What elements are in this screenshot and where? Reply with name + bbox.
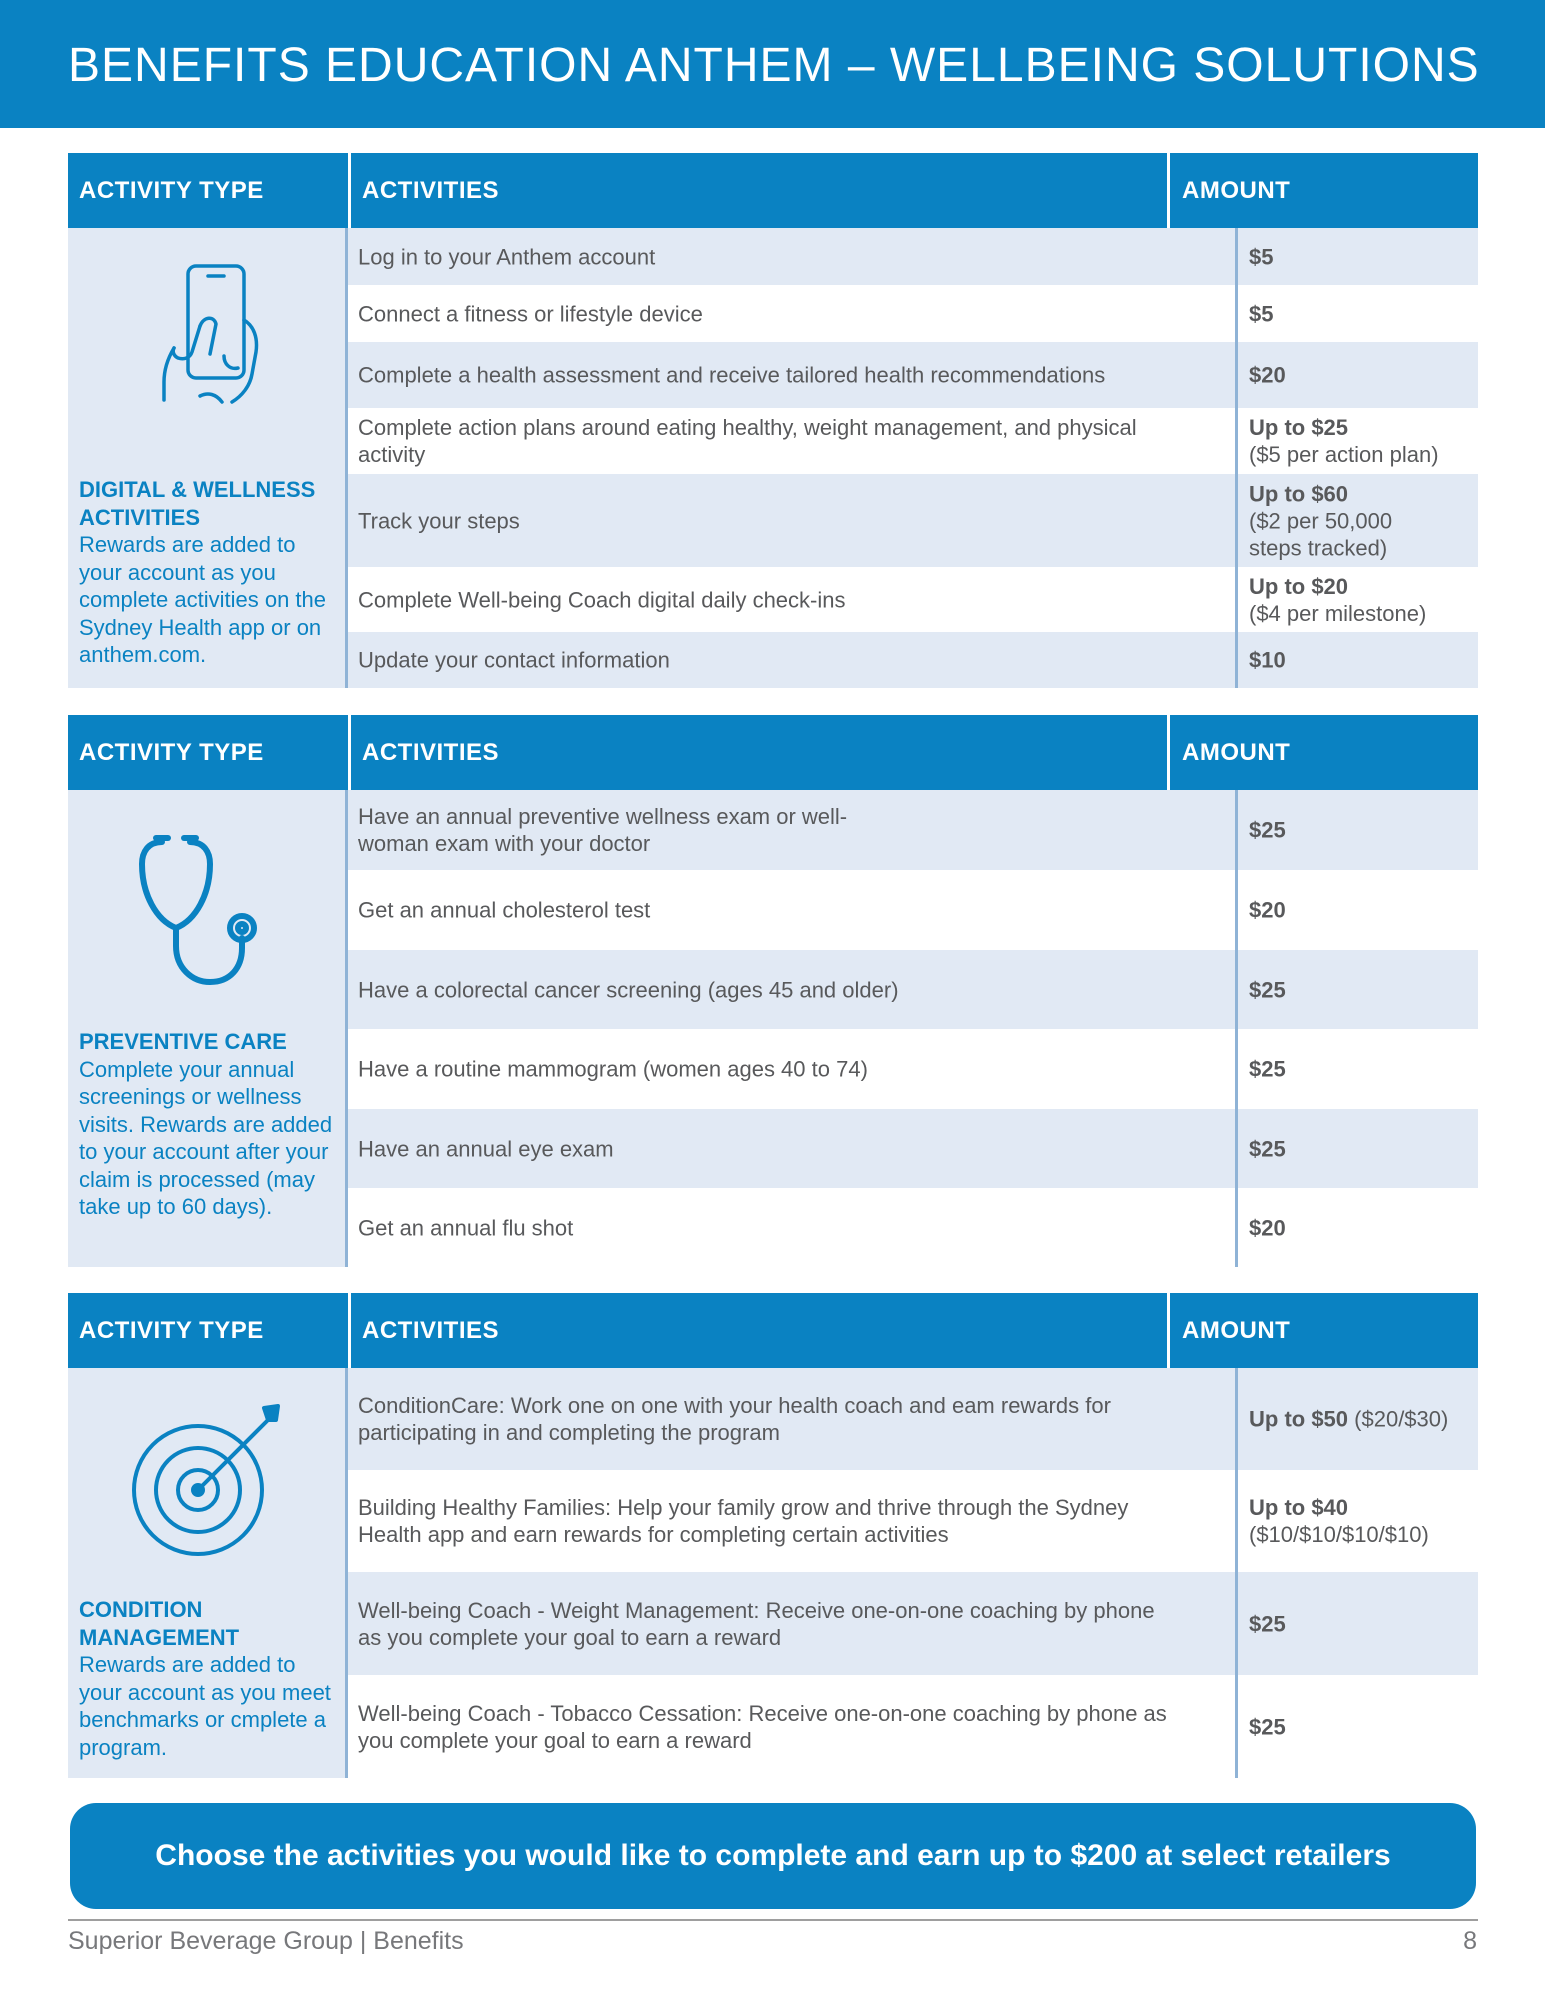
amount-cell — [1249, 1135, 1489, 1162]
header-amount: AMOUNT — [1182, 1317, 1291, 1344]
activity-text: Have an annual eye exam — [358, 1136, 614, 1161]
activity-text: Have a routine mammogram (women ages 40 to 74) — [358, 1056, 868, 1082]
digital-wellness-table — [68, 153, 1478, 688]
amount-value: Up to $40 — [1249, 1495, 1349, 1520]
amount-cell — [1249, 1713, 1489, 1740]
activity-type-text — [79, 476, 344, 669]
header-amount: AMOUNT — [1182, 739, 1291, 766]
activity-text: Track your steps — [358, 508, 520, 533]
amount-value: $20 — [1249, 1215, 1286, 1240]
amount-note: ($2 per 50,000 steps tracked) — [1249, 508, 1393, 560]
activity-type-text — [79, 1596, 344, 1761]
amount-value: Up to $25 — [1249, 415, 1349, 440]
header-activities: ACTIVITIES — [362, 739, 500, 766]
header-amount: AMOUNT — [1182, 177, 1291, 204]
table-row — [348, 870, 1478, 950]
activity-text: Connect a fitness or lifestyle device — [358, 301, 703, 326]
activity-type-text — [79, 1028, 344, 1221]
table-row — [348, 1470, 1478, 1572]
stethoscope-icon — [128, 828, 288, 988]
amount-value: $25 — [1249, 1611, 1286, 1636]
amount-note: ($10/$10/$10/$10) — [1249, 1522, 1429, 1547]
amount-value: Up to $50 — [1249, 1406, 1349, 1432]
table-header — [68, 715, 1478, 790]
amount-value: $20 — [1249, 897, 1286, 923]
amount-value: $5 — [1249, 301, 1274, 326]
header-activities: ACTIVITIES — [362, 1317, 500, 1344]
table-header — [68, 153, 1478, 228]
activity-text: Get an annual flu shot — [358, 1215, 574, 1240]
activity-type-cell — [68, 228, 348, 688]
table-row — [348, 950, 1478, 1029]
activity-text: Get an annual cholesterol test — [358, 897, 651, 923]
table-row — [348, 1675, 1478, 1778]
activity-rows — [348, 790, 1478, 1267]
amount-note: ($20/$30) — [1354, 1406, 1449, 1432]
amount-value: $10 — [1249, 647, 1286, 673]
amount-value: $25 — [1249, 817, 1286, 843]
table-row — [348, 632, 1478, 688]
table-row — [348, 342, 1478, 408]
activity-text: Well-being Coach - Tobacco Cessation: Receive one-on-one coaching by phone as you complete your goal to earn a reward — [358, 1700, 1167, 1753]
smartphone-hand-icon — [128, 256, 288, 416]
activity-text: Complete Well-being Coach digital daily check-ins — [358, 587, 846, 612]
amount-cell — [1249, 480, 1449, 561]
activity-text: ConditionCare: Work one on one with your health coach and eam rewards for participating in and completing the program — [358, 1393, 1111, 1445]
header-activity-type: ACTIVITY TYPE — [79, 1317, 264, 1344]
condition-management-table — [68, 1293, 1478, 1778]
header-activity-type: ACTIVITY TYPE — [79, 177, 264, 204]
title-bar — [0, 0, 1545, 128]
activity-text: Complete a health assessment and receive tailored health recommendations — [358, 362, 1106, 388]
footer-company: Superior Beverage Group | Benefits — [68, 1927, 464, 1955]
amount-cell — [1249, 647, 1489, 674]
amount-value: Up to $20 — [1249, 573, 1349, 599]
page-number: 8 — [1463, 1927, 1477, 1955]
table-row — [348, 474, 1478, 567]
amount-value: $5 — [1249, 244, 1274, 269]
table-row — [348, 790, 1478, 870]
amount-cell — [1249, 1056, 1489, 1083]
activity-rows — [348, 1368, 1478, 1778]
activity-text: Have a colorectal cancer screening (ages 45 and older) — [358, 977, 899, 1002]
cta-banner: Choose the activities you would like to complete and earn up to $200 at select retailers — [70, 1803, 1476, 1909]
amount-cell — [1249, 1406, 1509, 1433]
amount-cell — [1249, 897, 1489, 924]
amount-value: $25 — [1249, 1056, 1286, 1082]
amount-value: $25 — [1249, 977, 1286, 1002]
activity-type-description: Rewards are added to your account as you meet benchmarks or cmplete a program. — [79, 1652, 331, 1760]
amount-value: $25 — [1249, 1714, 1286, 1739]
amount-cell — [1249, 573, 1489, 627]
amount-note: ($5 per action plan) — [1249, 442, 1439, 467]
activity-text: Have an annual preventive wellness exam or well-woman exam with your doctor — [358, 804, 848, 856]
table-row — [348, 1188, 1478, 1267]
page-title: BENEFITS EDUCATION ANTHEM – WELLBEING SOLUTIONS — [68, 39, 1480, 92]
amount-note: ($4 per milestone) — [1249, 600, 1427, 626]
activity-rows — [348, 228, 1478, 688]
table-row — [348, 228, 1478, 285]
activity-type-description: Rewards are added to your account as you complete activities on the Sydney Health app or on anthem.com. — [79, 532, 327, 667]
activity-type-title: DIGITAL & WELLNESS ACTIVITIES — [79, 477, 316, 530]
amount-cell — [1249, 1214, 1489, 1241]
amount-cell — [1249, 976, 1489, 1003]
amount-cell — [1249, 1494, 1489, 1548]
activity-text: Log in to your Anthem account — [358, 244, 656, 269]
amount-value: Up to $60 — [1249, 481, 1349, 506]
preventive-care-table — [68, 715, 1478, 1267]
table-row — [348, 567, 1478, 632]
activity-text: Well-being Coach - Weight Management: Receive one-on-one coaching by phone as you complete your goal to earn a reward — [358, 1597, 1155, 1650]
activity-text: Update your contact information — [358, 647, 670, 673]
activity-type-title: CONDITION MANAGEMENT — [79, 1597, 240, 1650]
activity-type-cell — [68, 790, 348, 1267]
amount-value: $20 — [1249, 362, 1286, 388]
table-row — [348, 408, 1478, 474]
table-row — [348, 1368, 1478, 1470]
target-arrow-icon — [128, 1398, 288, 1558]
header-activity-type: ACTIVITY TYPE — [79, 739, 264, 766]
table-row — [348, 1572, 1478, 1675]
footer-divider — [68, 1919, 1478, 1921]
amount-cell — [1249, 300, 1489, 327]
amount-cell — [1249, 1610, 1489, 1637]
amount-value: $25 — [1249, 1136, 1286, 1161]
table-header — [68, 1293, 1478, 1368]
table-row — [348, 1029, 1478, 1109]
activity-type-title: PREVENTIVE CARE — [79, 1029, 287, 1054]
table-row — [348, 1109, 1478, 1188]
amount-cell — [1249, 362, 1489, 389]
amount-cell — [1249, 414, 1489, 468]
amount-cell — [1249, 817, 1489, 844]
activity-type-description: Complete your annual screenings or wellness visits. Rewards are added to your account after your claim is processed (may take up to 60 days). — [79, 1056, 333, 1219]
activity-type-cell — [68, 1368, 348, 1778]
activity-text: Building Healthy Families: Help your family grow and thrive through the Sydney Health app and earn rewards for completing certain activities — [358, 1495, 1129, 1547]
activity-text: Complete action plans around eating healthy, weight management, and physical activity — [358, 415, 1137, 467]
amount-cell — [1249, 243, 1489, 270]
table-row — [348, 285, 1478, 342]
header-activities: ACTIVITIES — [362, 177, 500, 204]
